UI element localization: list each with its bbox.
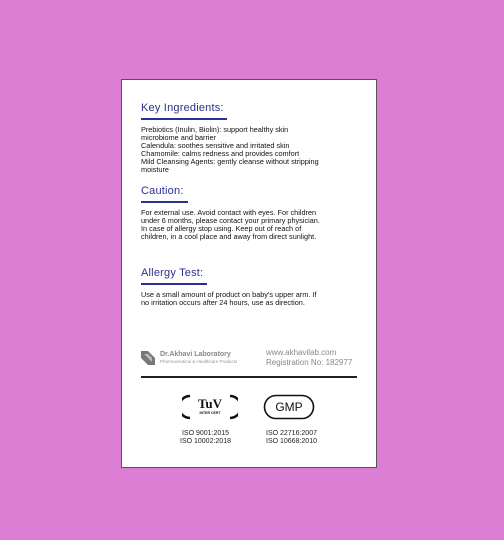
brand-logo-icon — [141, 351, 155, 365]
ingredient-line: Chamomile: calms redness and provides comfort — [141, 149, 300, 158]
caution-text — [141, 209, 365, 241]
allergy-line: no irritation occurs after 24 hours, use as direction. — [141, 298, 305, 307]
caution-line: For external use. Avoid contact with eyes. For children — [141, 208, 317, 217]
left-standards — [180, 430, 231, 446]
key-ingredients-text — [141, 126, 365, 174]
tuv-logo — [182, 393, 238, 421]
tuv-logo-text: TuV — [197, 396, 223, 411]
brand-block — [141, 349, 241, 369]
standard-item: ISO 10002:2018 — [180, 438, 231, 445]
standard-item: ISO 22716:2007 — [266, 430, 317, 437]
caution-title: Caution: — [141, 185, 184, 197]
caution-line: In case of allergy stop using. Keep out of reach of — [141, 224, 302, 233]
ingredient-line: Prebiotics (Inulin, Biolin): support healthy skin — [141, 125, 289, 134]
product-label — [121, 79, 377, 468]
brand-name: Dr.Akhavi Laboratory — [160, 351, 231, 358]
allergy-line: Use a small amount of product on baby's upper arm. If — [141, 290, 317, 299]
caution-line: children, in a cool place and away from direct sunlight. — [141, 232, 317, 241]
website: www.akhavilab.com — [266, 348, 337, 357]
allergy-test-text — [141, 291, 365, 307]
standard-item: ISO 9001:2015 — [181, 430, 230, 437]
ingredient-line: Mild Cleansing Agents: gently cleanse without stripping — [141, 157, 319, 166]
key-ingredients-underline — [141, 118, 227, 120]
contact-info — [266, 348, 352, 367]
gmp-logo-text: GMP — [275, 400, 303, 414]
caution-underline — [141, 201, 188, 203]
tuv-logo-subtext: INTER CERT — [199, 411, 221, 415]
divider — [141, 376, 357, 378]
brand-tagline: Pharmaceutical & Healthcare Products — [160, 359, 238, 364]
gmp-logo — [263, 394, 315, 420]
allergy-test-title: Allergy Test: — [141, 267, 204, 279]
ingredient-line: microbiome and barrier — [141, 133, 217, 142]
key-ingredients-title: Key Ingredients: — [141, 102, 224, 114]
allergy-test-underline — [141, 283, 207, 285]
standard-item: ISO 10668:2010 — [266, 438, 317, 445]
ingredient-line: moisture — [141, 165, 169, 174]
registration-number: Registration No: 182977 — [266, 357, 353, 367]
ingredient-line: Calendula: soothes sensitive and irritated skin — [141, 141, 290, 150]
caution-line: under 6 months, please contact your primary physician. — [141, 216, 320, 225]
right-standards — [266, 430, 317, 446]
